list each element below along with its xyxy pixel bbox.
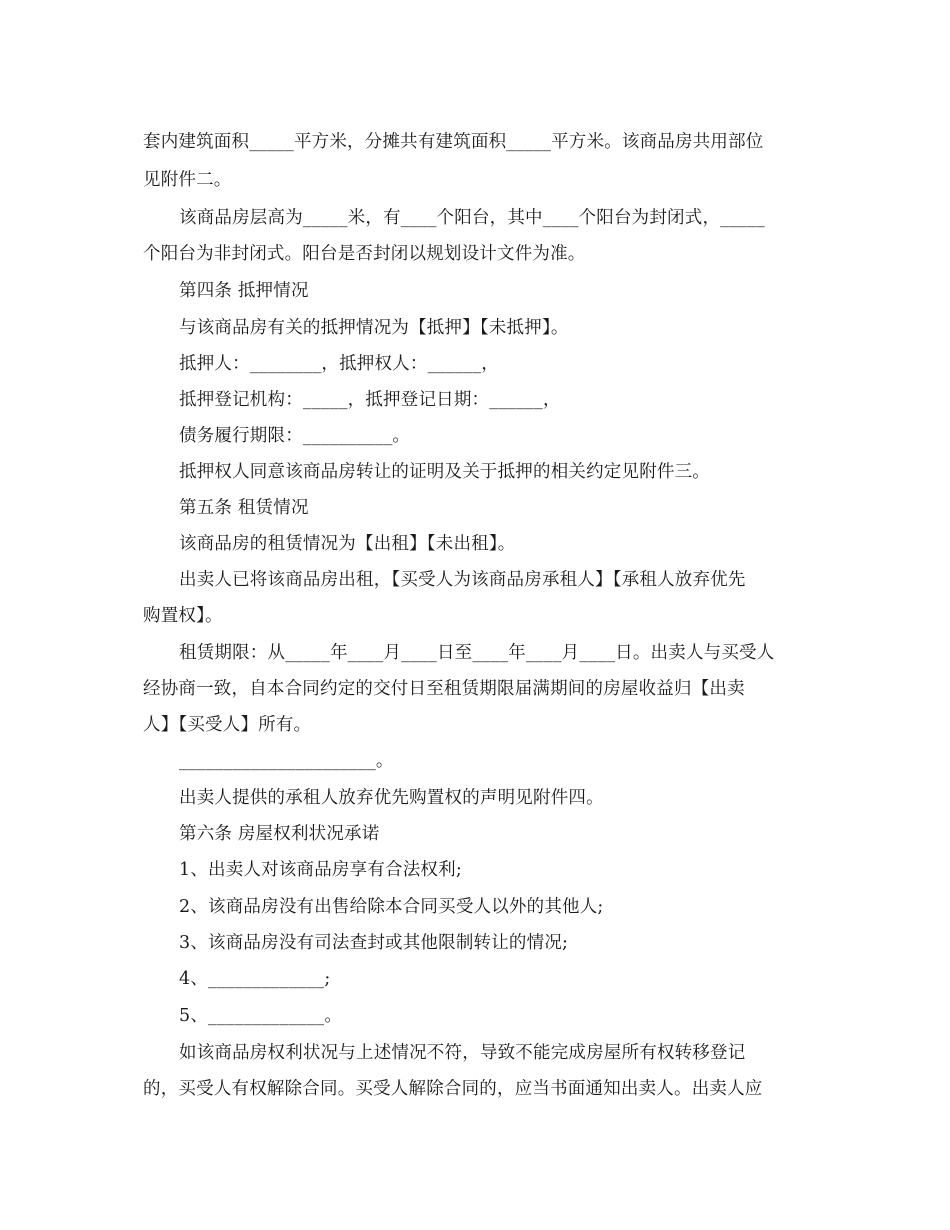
- paragraph-line: 出卖人提供的承租人放弃优先购置权的声明见附件四。: [179, 788, 604, 808]
- paragraph-line: 与该商品房有关的抵押情况为【抵押】【未抵押】。: [179, 318, 569, 338]
- paragraph-line: 个阳台为非封闭式。阳台是否封闭以规划设计文件为准。: [143, 244, 586, 264]
- section-heading-article-5: 第五条 租赁情况: [179, 498, 309, 518]
- paragraph-line: 债务履行期限：__________。: [179, 426, 411, 446]
- list-item: 5、_____________。: [179, 1006, 343, 1026]
- paragraph-line: 购置权】。: [143, 606, 223, 626]
- paragraph-line: 出卖人已将该商品房出租，【买受人为该商品房承租人】【承租人放弃优先: [179, 570, 746, 590]
- paragraph-line: 抵押登记机构：_____，抵押登记日期：______，: [179, 390, 561, 410]
- paragraph-line: 租赁期限：从_____年____月____日至____年____月____日。出卖人与买受人: [179, 643, 775, 663]
- paragraph-line: 人】【买受人】所有。: [143, 715, 312, 735]
- section-heading-article-6: 第六条 房屋权利状况承诺: [179, 824, 380, 844]
- paragraph-line: 的，买受人有权解除合同。买受人解除合同的，应当书面通知出卖人。出卖人应: [143, 1079, 763, 1099]
- paragraph-line: 抵押权人同意该商品房转让的证明及关于抵押的相关约定见附件三。: [179, 462, 710, 482]
- paragraph-line: 经协商一致，自本合同约定的交付日至租赁期限届满期间的房屋收益归【出卖: [143, 679, 745, 699]
- list-item: 1、出卖人对该商品房享有合法权利;: [179, 860, 462, 880]
- list-item: 4、_____________;: [179, 969, 331, 989]
- paragraph-line: 套内建筑面积_____平方米，分摊共有建筑面积_____平方米。该商品房共用部位: [143, 132, 764, 152]
- paragraph-line: 该商品房层高为_____米，有____个阳台，其中____个阳台为封闭式，_____: [179, 208, 765, 228]
- paragraph-line: ______________________。: [179, 751, 394, 771]
- paragraph-line: 抵押人：________，抵押权人：______，: [179, 354, 499, 374]
- paragraph-line: 见附件二。: [143, 170, 232, 190]
- section-heading-article-4: 第四条 抵押情况: [179, 281, 309, 301]
- list-item: 3、该商品房没有司法查封或其他限制转让的情况;: [179, 933, 569, 953]
- paragraph-line: 如该商品房权利状况与上述情况不符，导致不能完成房屋所有权转移登记: [179, 1043, 746, 1063]
- paragraph-line: 该商品房的租赁情况为【出租】【未出租】。: [179, 534, 516, 554]
- list-item: 2、该商品房没有出售给除本合同买受人以外的其他人;: [179, 897, 604, 917]
